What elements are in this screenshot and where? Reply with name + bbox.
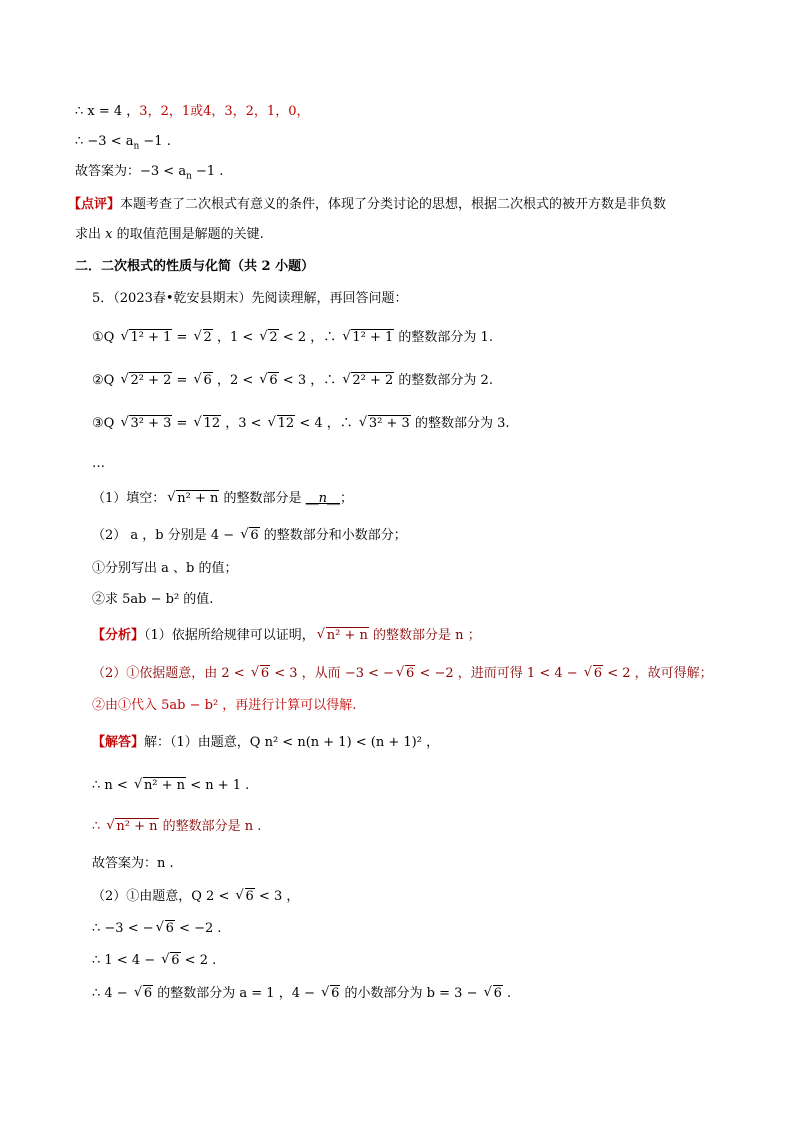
part-2-prompt: （2） a ，b 分别是 4 − √ 6 的整数部分和小数部分； <box>92 527 407 545</box>
solution-tag: 【解答】 <box>92 735 145 750</box>
answer-line: 故答案为：$-3 < a_n -1$ . <box>75 164 224 182</box>
solution-line-6: ∴ −3 < −√ 6 < −2 . <box>92 920 222 938</box>
solution-line-range: ∴ $-3 < a_n -1$ . <box>75 134 171 152</box>
example-line-1: ①Q √ 1² + 1 = √ 2 ，1 < √ 2 < 2 ，∴ √ 1² + 1 的整数部分为 1. <box>92 329 493 347</box>
solution-line-3: ∴ √ n² + n 的整数部分是 n . <box>92 818 261 836</box>
question-5-header: 5．（2023春•乾安县期末）先阅读理解，再回答问题： <box>92 291 408 306</box>
section-heading: 二．二次根式的性质与化简（共 2 小题） <box>75 259 315 274</box>
analysis-line-1: 【分析】（1）依据所给规律可以证明，√ n² + n 的整数部分是 n ； <box>92 627 481 645</box>
solution-line-x-values: ∴ x = 4 ，3，2，1或4，3，2，1，0， <box>75 104 310 119</box>
part-2-item-1: ①分别写出 a 、b 的值； <box>92 561 238 576</box>
comment-line-2: 求出 x 的取值范围是解题的关键. <box>75 227 264 242</box>
ellipsis: … <box>92 456 105 471</box>
example-line-3: ③Q √ 3² + 3 = √ 12 ，3 < √ 12 < 4 ，∴ √ 3² + 3 的整数部分为 3. <box>92 415 510 433</box>
comment-tag: 【点评】 <box>68 197 121 212</box>
analysis-line-2: （2）①依据题意，由 2 < √ 6 < 3 ，从而 −3 < −√ 6 < −2 ，进而可得 1 < 4 − √ 6 < 2 ，故可得解； <box>92 665 713 683</box>
solution-line-8: ∴ 4 − √ 6 的整数部分为 a = 1 ，4 − √ 6 的小数部分为 b = 3 − √ 6 . <box>92 985 511 1003</box>
solution-line-1: 【解答】解：（1）由题意，Q n² < n(n + 1) < (n + 1)² ， <box>92 735 440 750</box>
part-1-prompt: （1）填空：√ n² + n 的整数部分是 __n__； <box>92 490 353 508</box>
solution-line-7: ∴ 1 < 4 − √ 6 < 2 . <box>92 952 216 970</box>
example-line-2: ②Q √ 2² + 2 = √ 6 ，2 < √ 6 < 3 ，∴ √ 2² + 2 的整数部分为 2. <box>92 372 493 390</box>
solution-line-5: （2）①由题意，Q 2 < √ 6 < 3 ， <box>92 888 299 906</box>
comment-line-1: 【点评】本题考查了二次根式有意义的条件，体现了分类讨论的思想，根据二次根式的被开方数是非负数 <box>68 197 667 212</box>
analysis-line-3: ②由①代入 5ab − b² ，再进行计算可以得解. <box>92 698 357 713</box>
part-2-item-2: ②求 5ab − b² 的值. <box>92 592 214 607</box>
analysis-tag: 【分析】 <box>92 628 145 643</box>
solution-answer-1: 故答案为：n . <box>92 856 174 871</box>
answer-blank: __n__ <box>305 491 341 506</box>
solution-line-2: ∴ n < √ n² + n < n + 1 . <box>92 777 249 795</box>
